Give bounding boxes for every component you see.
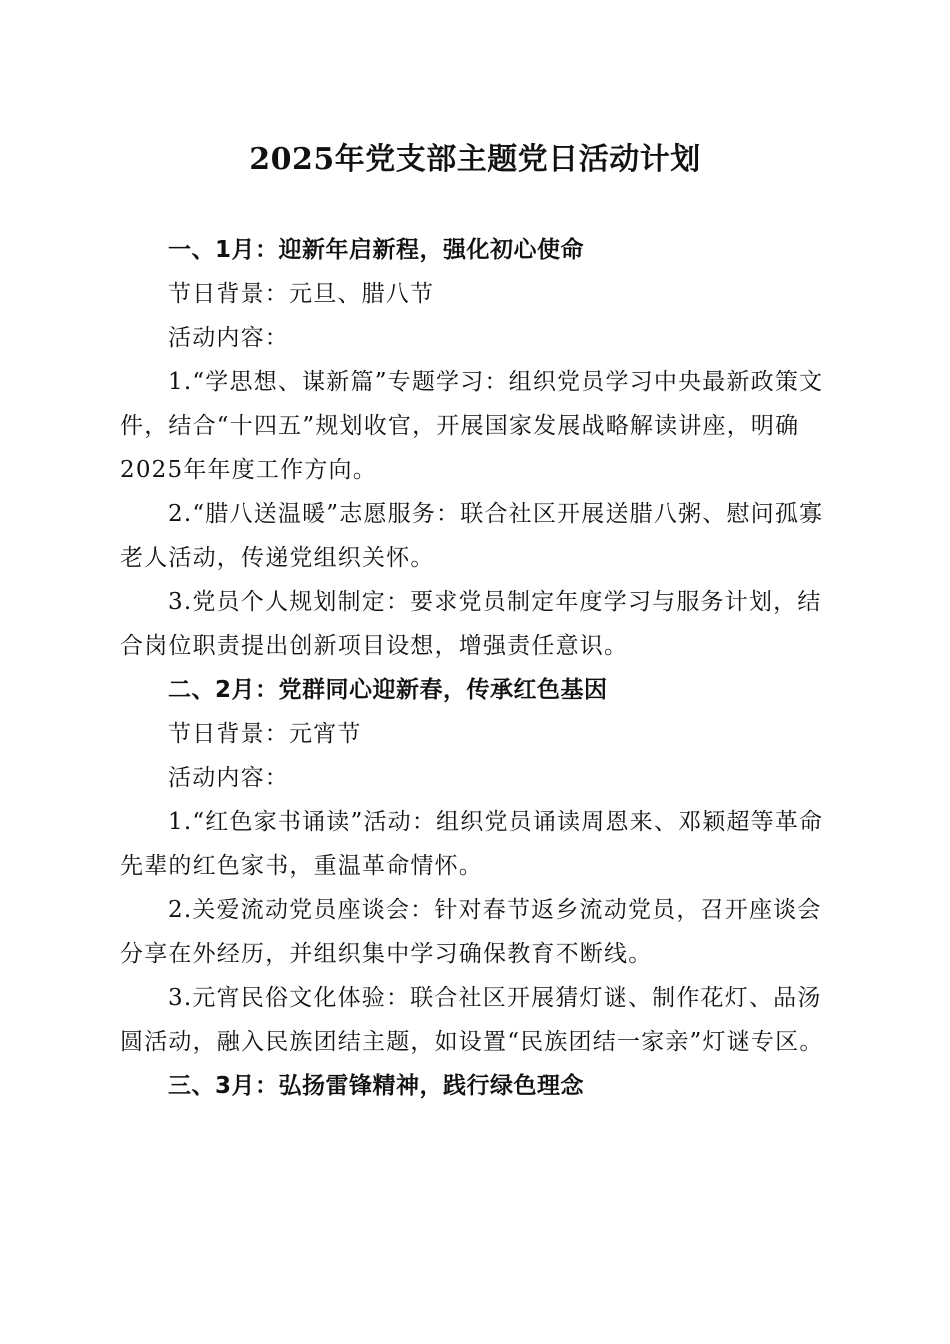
activity-item: 3.元宵民俗文化体验：联合社区开展猜灯谜、制作花灯、品汤圆活动，融入民族团结主题，如设置“民族团结一家亲”灯谜专区。 [120,985,824,1055]
section-background: 节日背景：元宵节 [168,721,362,747]
document-title: 2025年党支部主题党日活动计划 [249,142,701,177]
activity-item: 1.“红色家书诵读”活动：组织党员诵读周恩来、邓颖超等革命先辈的红色家书，重温革命情怀。 [120,809,824,879]
activity-item: 3.党员个人规划制定：要求党员制定年度学习与服务计划，结合岗位职责提出创新项目设想，增强责任意识。 [120,589,822,659]
activity-item: 2.关爱流动党员座谈会：针对春节返乡流动党员，召开座谈会分享在外经历，并组织集中学习确保教育不断线。 [120,897,822,967]
activity-item: 2.“腊八送温暖”志愿服务：联合社区开展送腊八粥、慰问孤寡老人活动，传递党组织关怀。 [120,501,824,571]
section-heading-february: 二、2月：党群同心迎新春，传承红色基因 [168,677,608,703]
document-body [120,228,832,1108]
section-content-label: 活动内容： [168,765,289,791]
section-heading-march: 三、3月：弘扬雷锋精神，践行绿色理念 [168,1073,585,1099]
section-content-label: 活动内容： [168,325,289,351]
section-heading-january: 一、1月：迎新年启新程，强化初心使命 [168,237,585,263]
section-background: 节日背景：元旦、腊八节 [168,281,435,307]
activity-item: 1.“学思想、谋新篇”专题学习：组织党员学习中央最新政策文件，结合“十四五”规划收官，开展国家发展战略解读讲座，明确2025年年度工作方向。 [120,369,824,483]
